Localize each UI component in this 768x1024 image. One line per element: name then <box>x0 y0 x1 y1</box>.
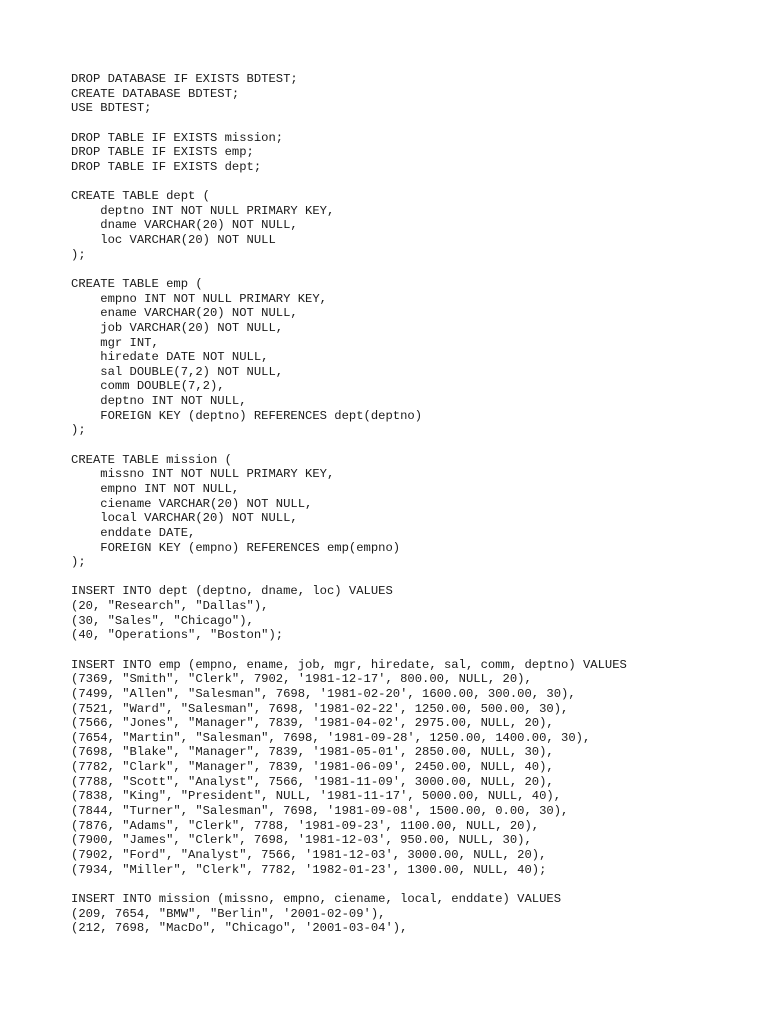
code-line: empno INT NOT NULL, <box>71 481 240 496</box>
code-line: (7876, "Adams", "Clerk", 7788, '1981-09-23', 1100.00, NULL, 20), <box>71 818 540 833</box>
code-line: INSERT INTO dept (deptno, dname, loc) VALUES <box>71 584 393 599</box>
code-line: empno INT NOT NULL PRIMARY KEY, <box>71 291 327 306</box>
code-line: (30, "Sales", "Chicago"), <box>71 613 254 628</box>
code-line: CREATE TABLE dept ( <box>71 189 210 204</box>
code-line: FOREIGN KEY (deptno) REFERENCES dept(deptno) <box>71 408 423 423</box>
code-line: DROP TABLE IF EXISTS mission; <box>71 130 284 145</box>
code-line: DROP TABLE IF EXISTS emp; <box>71 145 254 160</box>
code-line: (7838, "King", "President", NULL, '1981-11-17', 5000.00, NULL, 40), <box>71 789 562 804</box>
code-line: (7900, "James", "Clerk", 7698, '1981-12-03', 950.00, NULL, 30), <box>71 833 532 848</box>
code-line <box>71 570 751 585</box>
code-line <box>71 262 751 277</box>
code-line: (7782, "Clark", "Manager", 7839, '1981-06-09', 2450.00, NULL, 40), <box>71 760 554 775</box>
code-line: CREATE DATABASE BDTEST; <box>71 86 240 101</box>
code-line: enddate DATE, <box>71 525 196 540</box>
code-line: (7654, "Martin", "Salesman", 7698, '1981-09-28', 1250.00, 1400.00, 30), <box>71 730 591 745</box>
code-line: mgr INT, <box>71 335 159 350</box>
code-line: (7902, "Ford", "Analyst", 7566, '1981-12-03', 3000.00, NULL, 20), <box>71 847 547 862</box>
code-line: missno INT NOT NULL PRIMARY KEY, <box>71 467 335 482</box>
code-line: ); <box>71 423 86 438</box>
code-line <box>71 174 751 189</box>
code-line: USE BDTEST; <box>71 101 152 116</box>
code-line: hiredate DATE NOT NULL, <box>71 350 269 365</box>
code-line: DROP DATABASE IF EXISTS BDTEST; <box>71 72 298 86</box>
code-line: deptno INT NOT NULL, <box>71 394 247 409</box>
code-line: (7499, "Allen", "Salesman", 7698, '1981-02-20', 1600.00, 300.00, 30), <box>71 686 576 701</box>
code-line: (209, 7654, "BMW", "Berlin", '2001-02-09'), <box>71 906 386 921</box>
code-line: dname VARCHAR(20) NOT NULL, <box>71 218 298 233</box>
code-line: (7521, "Ward", "Salesman", 7698, '1981-02-22', 1250.00, 500.00, 30), <box>71 701 569 716</box>
code-line: INSERT INTO mission (missno, empno, ciename, local, enddate) VALUES <box>71 891 562 906</box>
sql-code-block <box>71 72 751 936</box>
code-line: (212, 7698, "MacDo", "Chicago", '2001-03-04'), <box>71 921 408 936</box>
code-line <box>71 438 751 453</box>
code-line <box>71 116 751 131</box>
code-line: ciename VARCHAR(20) NOT NULL, <box>71 496 313 511</box>
code-line <box>71 877 751 892</box>
code-line: ); <box>71 247 86 262</box>
code-line: (7698, "Blake", "Manager", 7839, '1981-05-01', 2850.00, NULL, 30), <box>71 745 554 760</box>
code-line: (7566, "Jones", "Manager", 7839, '1981-04-02', 2975.00, NULL, 20), <box>71 716 554 731</box>
code-line: DROP TABLE IF EXISTS dept; <box>71 159 262 174</box>
code-line: (7934, "Miller", "Clerk", 7782, '1982-01-23', 1300.00, NULL, 40); <box>71 862 547 877</box>
code-line: ename VARCHAR(20) NOT NULL, <box>71 306 298 321</box>
code-line: ); <box>71 555 86 570</box>
code-line: (20, "Research", "Dallas"), <box>71 599 269 614</box>
code-line: INSERT INTO emp (empno, ename, job, mgr, hiredate, sal, comm, deptno) VALUES <box>71 657 627 672</box>
code-line: FOREIGN KEY (empno) REFERENCES emp(empno) <box>71 540 401 555</box>
code-line: (7788, "Scott", "Analyst", 7566, '1981-11-09', 3000.00, NULL, 20), <box>71 774 554 789</box>
code-line: (7844, "Turner", "Salesman", 7698, '1981-09-08', 1500.00, 0.00, 30), <box>71 804 569 819</box>
code-line: loc VARCHAR(20) NOT NULL <box>71 233 276 248</box>
code-line: CREATE TABLE mission ( <box>71 452 232 467</box>
code-line: (7369, "Smith", "Clerk", 7902, '1981-12-17', 800.00, NULL, 20), <box>71 672 532 687</box>
code-line: (40, "Operations", "Boston"); <box>71 628 284 643</box>
code-line: comm DOUBLE(7,2), <box>71 379 225 394</box>
code-line: sal DOUBLE(7,2) NOT NULL, <box>71 364 284 379</box>
code-line: job VARCHAR(20) NOT NULL, <box>71 320 284 335</box>
code-line: local VARCHAR(20) NOT NULL, <box>71 511 298 526</box>
code-line: deptno INT NOT NULL PRIMARY KEY, <box>71 203 335 218</box>
code-line <box>71 643 751 658</box>
code-line: CREATE TABLE emp ( <box>71 276 203 291</box>
